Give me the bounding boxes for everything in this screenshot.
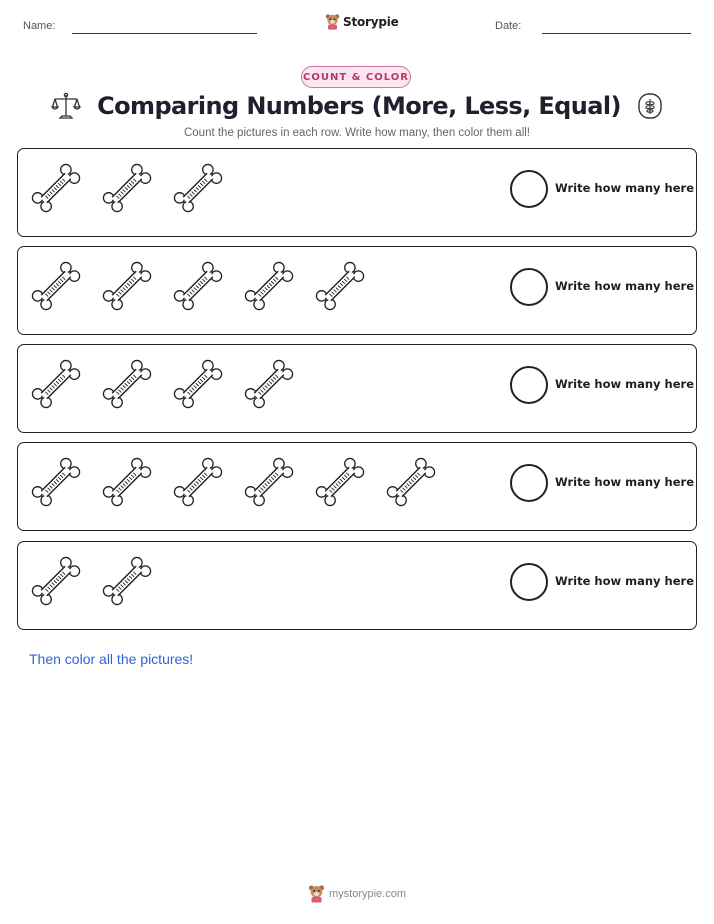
bone-icon[interactable]: [384, 454, 438, 510]
bone-icon[interactable]: [313, 454, 367, 510]
date-line[interactable]: [542, 33, 691, 34]
answer-label: Write how many here: [555, 475, 694, 489]
row-items: [29, 553, 154, 609]
answer-label: Write how many here: [555, 377, 694, 391]
date-label: Date:: [495, 20, 522, 32]
brand-name: Storypie: [343, 14, 399, 29]
answer-circle[interactable]: [510, 563, 548, 601]
bone-icon[interactable]: [242, 258, 296, 314]
bone-icon[interactable]: [29, 356, 83, 412]
bone-icon[interactable]: [29, 454, 83, 510]
bone-icon[interactable]: [171, 258, 225, 314]
name-label: Name:: [23, 20, 56, 32]
answer-label: Write how many here: [555, 574, 694, 588]
counting-row-3: [17, 344, 697, 433]
bone-icon[interactable]: [100, 454, 154, 510]
name-line[interactable]: [72, 33, 257, 34]
answer-circle[interactable]: [510, 268, 548, 306]
bone-icon[interactable]: [29, 553, 83, 609]
bone-icon[interactable]: [100, 258, 154, 314]
row-items: [29, 356, 296, 412]
footer: [0, 884, 714, 903]
answer-label: Write how many here: [555, 279, 694, 293]
answer-circle[interactable]: [510, 170, 548, 208]
counting-row-4: [17, 442, 697, 531]
bone-icon[interactable]: [29, 258, 83, 314]
instructions: Count the pictures in each row. Write how many, then color them all!: [183, 127, 531, 139]
bone-icon[interactable]: [171, 454, 225, 510]
wheat-badge-icon: [637, 92, 663, 120]
bone-icon[interactable]: [242, 454, 296, 510]
bear-mascot-icon: [325, 13, 340, 30]
category-badge: COUNT & COLOR: [301, 66, 411, 88]
bone-icon[interactable]: [100, 160, 154, 216]
footer-url: mystorypie.com: [328, 887, 407, 900]
title-row: [0, 91, 714, 121]
balance-scale-icon: [51, 91, 81, 121]
bone-icon[interactable]: [100, 553, 154, 609]
brand-logo: [325, 13, 399, 30]
bone-icon[interactable]: [171, 356, 225, 412]
bone-icon[interactable]: [242, 356, 296, 412]
bone-icon[interactable]: [313, 258, 367, 314]
answer-circle[interactable]: [510, 366, 548, 404]
bear-mascot-icon: [308, 884, 325, 903]
page-title: Comparing Numbers (More, Less, Equal): [97, 92, 621, 120]
coloring-instruction: Then color all the pictures!: [29, 651, 194, 667]
row-items: [29, 454, 438, 510]
bone-icon[interactable]: [29, 160, 83, 216]
counting-row-1: [17, 148, 697, 237]
row-items: [29, 160, 225, 216]
counting-row-2: [17, 246, 697, 335]
answer-circle[interactable]: [510, 464, 548, 502]
row-items: [29, 258, 367, 314]
counting-row-5: [17, 541, 697, 630]
bone-icon[interactable]: [171, 160, 225, 216]
answer-label: Write how many here: [555, 181, 694, 195]
bone-icon[interactable]: [100, 356, 154, 412]
